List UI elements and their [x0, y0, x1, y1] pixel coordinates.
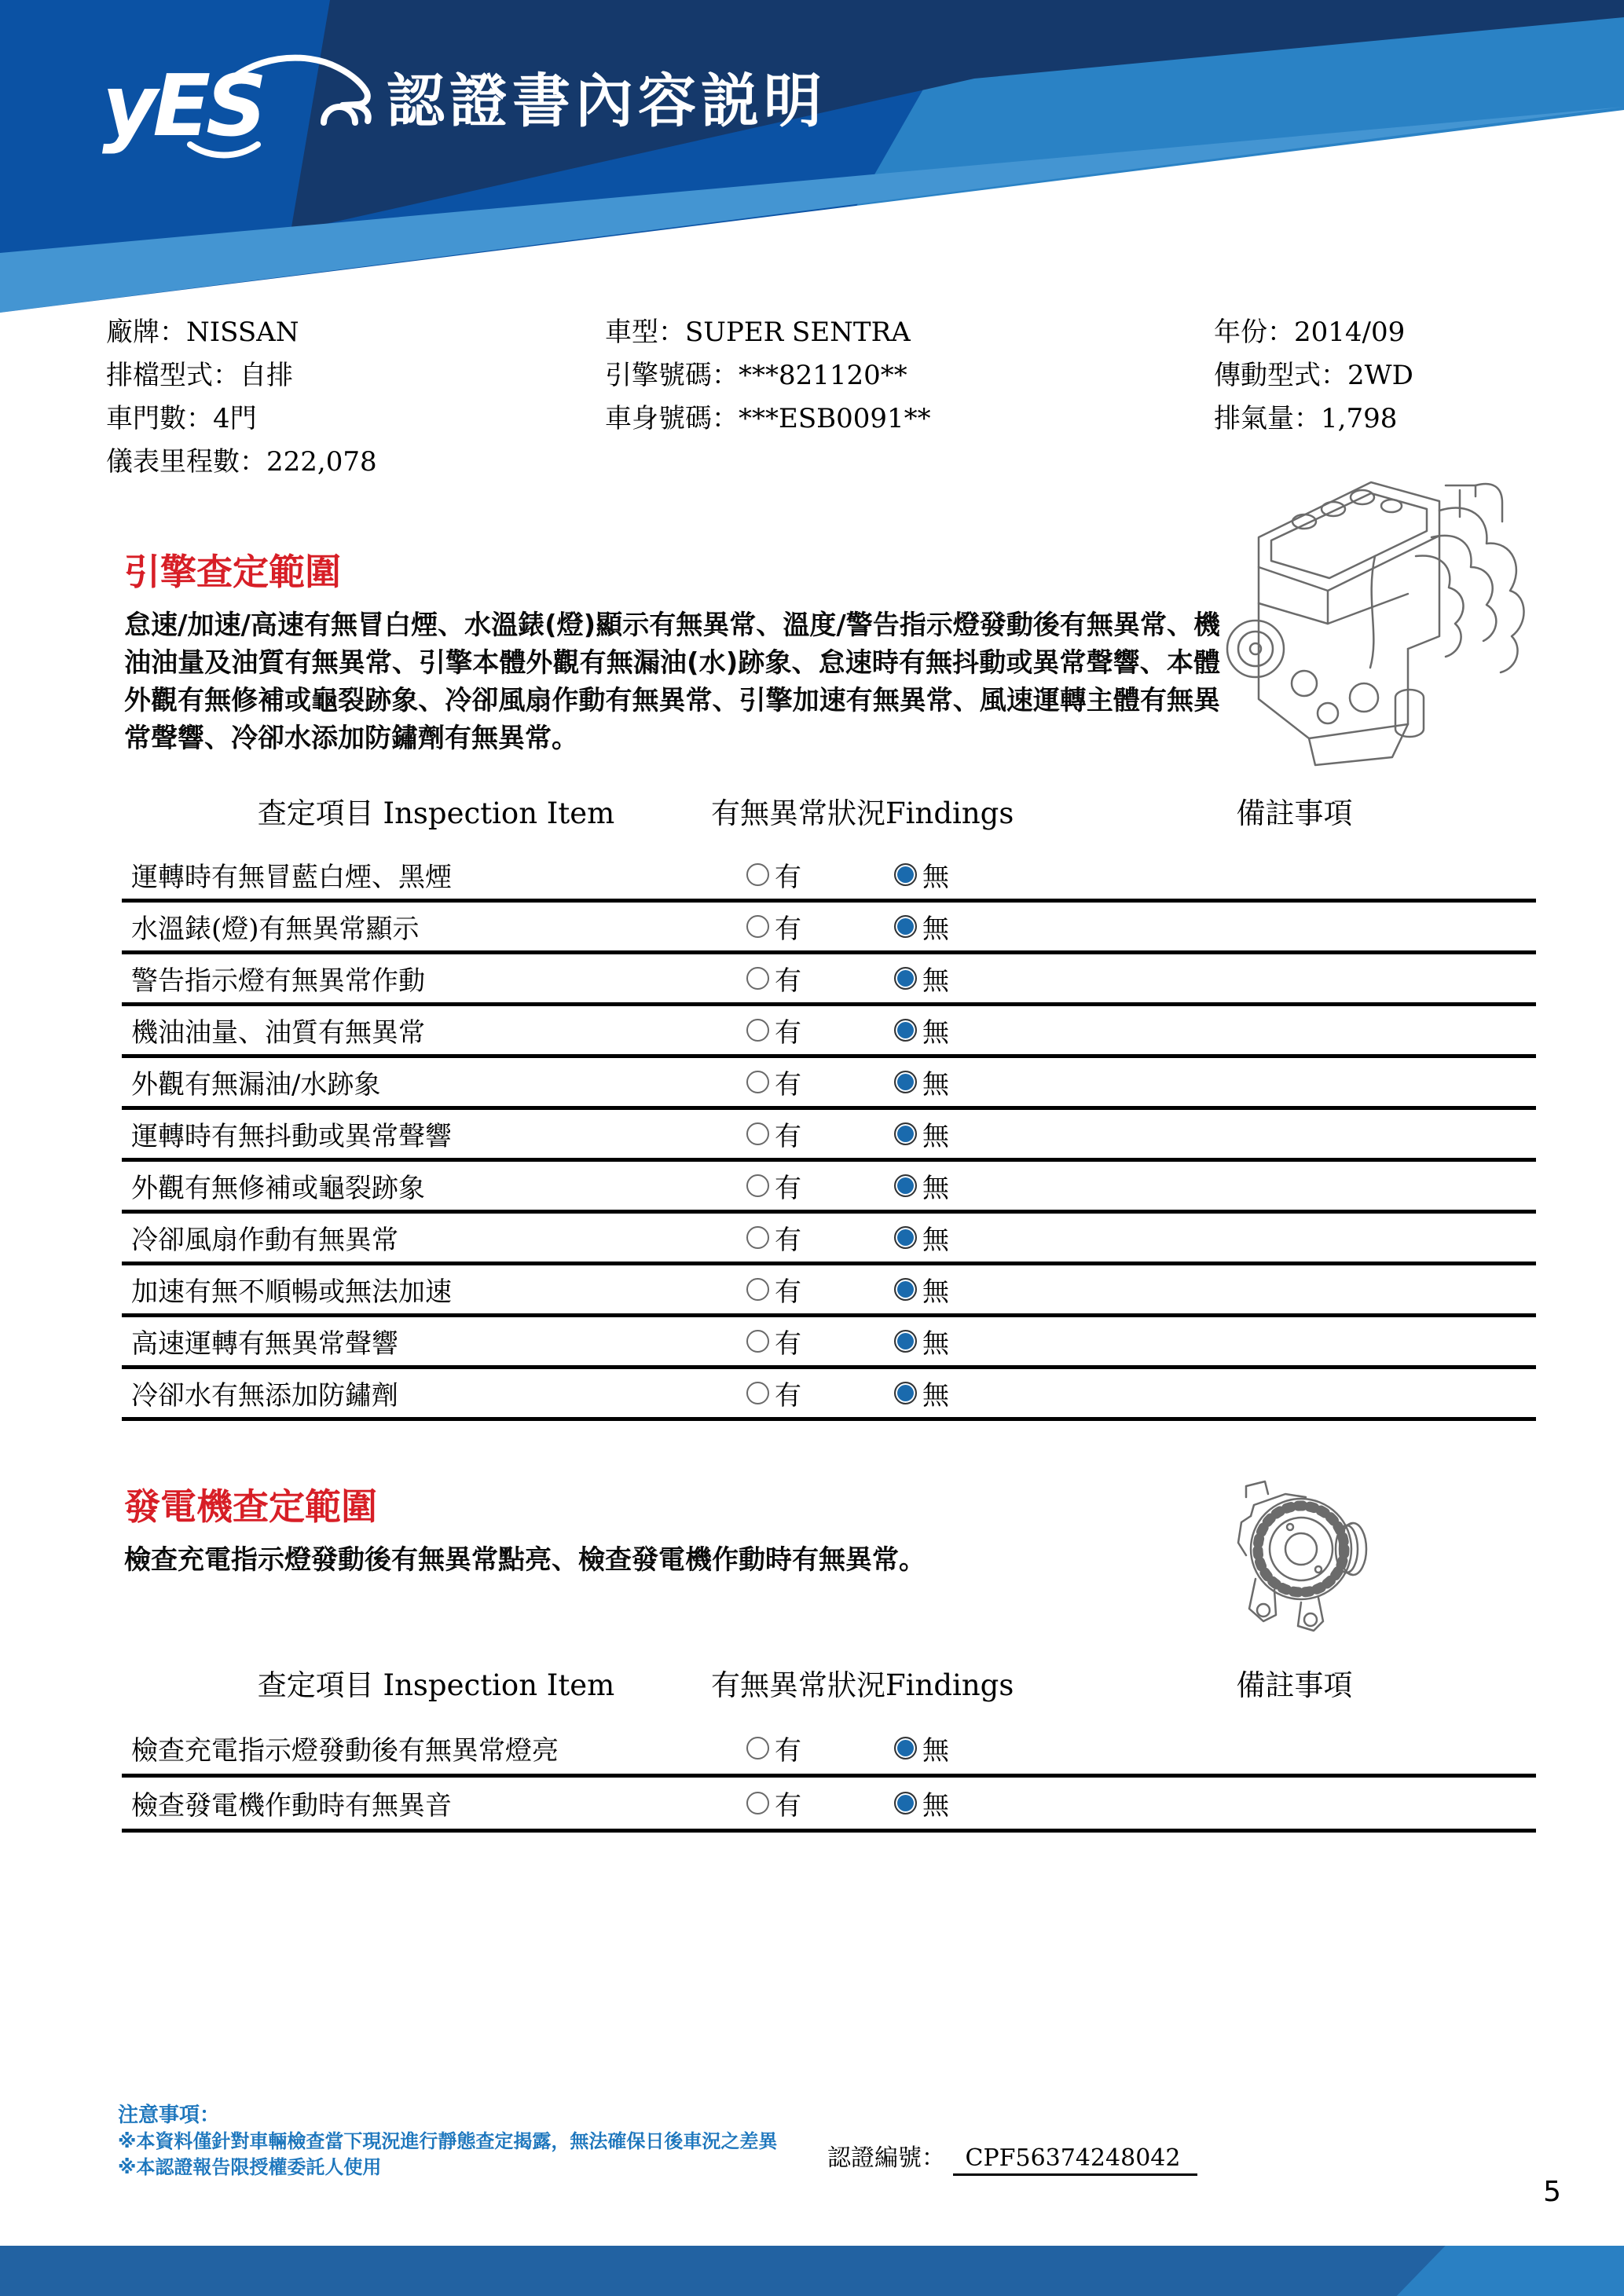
radio-has-label: 有: [775, 1735, 801, 1767]
radio-option-has[interactable]: [746, 1166, 801, 1205]
inspection-item-label: 冷卻風扇作動有無異常: [131, 1225, 398, 1256]
findings-cell: [703, 855, 1175, 894]
vehicle-info-field: 車門數：4門: [106, 403, 257, 434]
radio-none-label: 無: [922, 965, 949, 997]
inspection-item-label: 警告指示燈有無異常作動: [131, 965, 425, 997]
table-row: [122, 1778, 1536, 1833]
vehicle-info-field: 廠牌：NISSAN: [106, 317, 299, 348]
radio-has-icon[interactable]: [746, 967, 769, 990]
radio-has-icon[interactable]: [746, 915, 769, 938]
inspection-item-label: 運轉時有無抖動或異常聲響: [131, 1121, 452, 1152]
vehicle-info-field: 排檔型式：自排: [106, 360, 293, 391]
table-row: [122, 903, 1536, 954]
radio-has-icon[interactable]: [746, 1174, 769, 1197]
radio-none-label: 無: [922, 1790, 949, 1822]
radio-none-label: 無: [922, 1017, 949, 1049]
radio-none-label: 無: [922, 1069, 949, 1100]
radio-none-label: 無: [922, 1173, 949, 1204]
radio-none-icon[interactable]: [894, 1122, 917, 1145]
radio-has-icon[interactable]: [746, 1226, 769, 1249]
findings-cell: [703, 1115, 1175, 1153]
radio-has-icon[interactable]: [746, 1737, 769, 1760]
radio-has-label: 有: [775, 1328, 801, 1360]
inspection-item-label: 運轉時有無冒藍白煙、黑煙: [131, 862, 452, 893]
table-row: [122, 851, 1536, 903]
vehicle-info-col2: [605, 311, 931, 441]
radio-none-label: 無: [922, 862, 949, 893]
alternator-illustration: [1219, 1470, 1392, 1642]
page-number: 5: [1543, 2176, 1561, 2208]
radio-none-icon[interactable]: [894, 1278, 917, 1301]
inspection-item-label: 檢查充電指示燈發動後有無異常燈亮: [131, 1735, 559, 1767]
table-row: [122, 1723, 1536, 1778]
yes-logo: [102, 41, 385, 167]
engine-section-description: 怠速/加速/高速有無冒白煙、水溫錶(燈)顯示有無異常、溫度/警告指示燈發動後有無異常、機油油量及油質有無異常、引擎本體外觀有無漏油(水)跡象、怠速時有無抖動或異常聲響、本體外觀有無修補或龜裂跡象、冷卻風扇作動有無異常、引擎加速有無異常、風速運轉主體有無異常聲響、冷卻水添加防鏽劑有無異常。: [124, 610, 1220, 754]
inspection-item-label: 冷卻水有無添加防鏽劑: [131, 1380, 398, 1412]
generator-table-header: [122, 1661, 1536, 1723]
radio-option-none[interactable]: [894, 1322, 949, 1360]
yes-logo-text: yES: [102, 57, 262, 156]
radio-none-label: 無: [922, 914, 949, 945]
radio-has-icon[interactable]: [746, 1278, 769, 1301]
radio-has-label: 有: [775, 1276, 801, 1308]
footer-notes: [118, 2102, 777, 2181]
table-row: [122, 1214, 1536, 1265]
radio-none-label: 無: [922, 1121, 949, 1152]
radio-has-icon[interactable]: [746, 1330, 769, 1353]
radio-none-icon[interactable]: [894, 863, 917, 886]
generator-section-title: 發電機查定範圍: [124, 1485, 377, 1528]
note-line: ※本認證報告限授權委託人使用: [118, 2156, 382, 2178]
header-remarks: 備註事項: [1236, 1668, 1353, 1702]
radio-option-has[interactable]: [746, 1784, 801, 1822]
radio-option-has[interactable]: [746, 1063, 801, 1101]
vehicle-info-field: 車型：SUPER SENTRA: [605, 317, 911, 348]
certificate-number-row: [827, 2138, 1197, 2173]
vehicle-info-field: 傳動型式：2WD: [1214, 360, 1413, 391]
radio-none-label: 無: [922, 1328, 949, 1360]
certificate-number-value: CPF56374248042: [953, 2144, 1198, 2176]
findings-cell: [703, 1270, 1175, 1309]
inspection-item-label: 外觀有無漏油/水跡象: [131, 1069, 381, 1100]
radio-has-label: 有: [775, 1790, 801, 1822]
vehicle-info-col3: [1214, 311, 1413, 441]
radio-has-label: 有: [775, 1017, 801, 1049]
vehicle-info-field: 排氣量：1,798: [1214, 403, 1398, 434]
vehicle-info-col1: [106, 311, 377, 484]
radio-none-icon[interactable]: [894, 1019, 917, 1042]
table-row: [122, 1006, 1536, 1058]
generator-inspection-table: [122, 1661, 1536, 1833]
vehicle-info-field: 年份：2014/09: [1214, 317, 1406, 348]
radio-none-icon[interactable]: [894, 1382, 917, 1404]
engine-table-header: [122, 789, 1536, 851]
radio-option-has[interactable]: [746, 855, 801, 894]
radio-option-none[interactable]: [894, 1270, 949, 1309]
header-inspection-item: 查定項目 Inspection Item: [257, 1668, 615, 1702]
findings-cell: [703, 1166, 1175, 1205]
header-findings: 有無異常狀況Findings: [711, 796, 1014, 830]
radio-has-icon[interactable]: [746, 1792, 769, 1814]
engine-table-rows: [122, 851, 1536, 1421]
table-row: [122, 1369, 1536, 1421]
radio-none-label: 無: [922, 1380, 949, 1412]
vehicle-info-field: 車身號碼：***ESB0091**: [605, 403, 931, 434]
page-title: 認證書內容説明: [387, 68, 827, 135]
radio-none-label: 無: [922, 1276, 949, 1308]
inspection-item-label: 機油油量、油質有無異常: [131, 1017, 425, 1049]
radio-option-has[interactable]: [746, 907, 801, 946]
radio-none-icon[interactable]: [894, 1737, 917, 1760]
generator-section-description: 檢查充電指示燈發動後有無異常點亮、檢查發電機作動時有無異常。: [124, 1544, 926, 1576]
radio-none-icon[interactable]: [894, 1330, 917, 1353]
notes-list: [118, 2129, 777, 2181]
radio-option-none[interactable]: [894, 1784, 949, 1822]
inspection-item-label: 加速有無不順暢或無法加速: [131, 1276, 452, 1308]
header-inspection-item: 查定項目 Inspection Item: [257, 796, 615, 830]
inspection-item-label: 檢查發電機作動時有無異音: [131, 1790, 452, 1822]
radio-option-none[interactable]: [894, 1115, 949, 1153]
findings-cell: [703, 1011, 1175, 1049]
header-remarks: 備註事項: [1236, 796, 1353, 830]
engine-section-title: 引擎查定範圍: [124, 551, 341, 593]
radio-option-none[interactable]: [894, 1374, 949, 1412]
radio-has-icon[interactable]: [746, 1122, 769, 1145]
radio-none-icon[interactable]: [894, 1174, 917, 1197]
vehicle-info-field: 儀表里程數：222,078: [106, 446, 377, 478]
radio-none-label: 無: [922, 1735, 949, 1767]
radio-has-label: 有: [775, 1121, 801, 1152]
inspection-item-label: 水溫錶(燈)有無異常顯示: [131, 914, 420, 945]
footer-bar: [0, 2246, 1624, 2296]
engine-inspection-table: [122, 789, 1536, 1421]
radio-option-has[interactable]: [746, 1115, 801, 1153]
inspection-item-label: 外觀有無修補或龜裂跡象: [131, 1173, 425, 1204]
radio-has-icon[interactable]: [746, 1019, 769, 1042]
table-row: [122, 1058, 1536, 1110]
radio-option-none[interactable]: [894, 959, 949, 998]
generator-table-rows: [122, 1723, 1536, 1833]
findings-cell: [703, 1322, 1175, 1360]
radio-option-has[interactable]: [746, 1729, 801, 1767]
radio-option-has[interactable]: [746, 1374, 801, 1412]
radio-has-icon[interactable]: [746, 863, 769, 886]
findings-cell: [703, 959, 1175, 998]
notes-title: 注意事項：: [118, 2104, 221, 2127]
radio-has-label: 有: [775, 1173, 801, 1204]
findings-cell: [703, 1729, 1175, 1767]
certificate-number-label: 認證編號：: [827, 2144, 945, 2172]
radio-none-icon[interactable]: [894, 915, 917, 938]
radio-option-has[interactable]: [746, 1270, 801, 1309]
table-row: [122, 954, 1536, 1006]
vehicle-info-field: 引擎號碼：***821120**: [605, 360, 907, 391]
table-row: [122, 1162, 1536, 1214]
findings-cell: [703, 1784, 1175, 1822]
table-row: [122, 1110, 1536, 1162]
radio-has-label: 有: [775, 1380, 801, 1412]
findings-cell: [703, 1063, 1175, 1101]
radio-none-icon[interactable]: [894, 1226, 917, 1249]
radio-has-label: 有: [775, 1225, 801, 1256]
radio-option-none[interactable]: [894, 1011, 949, 1049]
radio-none-icon[interactable]: [894, 967, 917, 990]
radio-option-has[interactable]: [746, 959, 801, 998]
table-row: [122, 1265, 1536, 1317]
radio-none-icon[interactable]: [894, 1792, 917, 1814]
radio-option-none[interactable]: [894, 855, 949, 894]
radio-none-icon[interactable]: [894, 1071, 917, 1093]
radio-has-icon[interactable]: [746, 1071, 769, 1093]
radio-option-has[interactable]: [746, 1011, 801, 1049]
findings-cell: [703, 907, 1175, 946]
radio-has-label: 有: [775, 914, 801, 945]
header-findings: 有無異常狀況Findings: [711, 1668, 1014, 1702]
inspection-item-label: 高速運轉有無異常聲響: [131, 1328, 398, 1360]
engine-illustration: [1210, 462, 1532, 776]
radio-option-has[interactable]: [746, 1218, 801, 1257]
header-banner: [0, 0, 1624, 330]
radio-option-none[interactable]: [894, 1729, 949, 1767]
radio-has-icon[interactable]: [746, 1382, 769, 1404]
table-row: [122, 1317, 1536, 1369]
radio-has-label: 有: [775, 1069, 801, 1100]
findings-cell: [703, 1374, 1175, 1412]
footer-bar-dark-stripe: [0, 2246, 1624, 2296]
radio-option-none[interactable]: [894, 1063, 949, 1101]
radio-has-label: 有: [775, 965, 801, 997]
radio-option-none[interactable]: [894, 1166, 949, 1205]
note-line: ※本資料僅針對車輛檢查當下現況進行靜態查定揭露，無法確保日後車況之差異: [118, 2130, 778, 2152]
radio-option-has[interactable]: [746, 1322, 801, 1360]
findings-cell: [703, 1218, 1175, 1257]
radio-has-label: 有: [775, 862, 801, 893]
radio-none-label: 無: [922, 1225, 949, 1256]
radio-option-none[interactable]: [894, 907, 949, 946]
radio-option-none[interactable]: [894, 1218, 949, 1257]
